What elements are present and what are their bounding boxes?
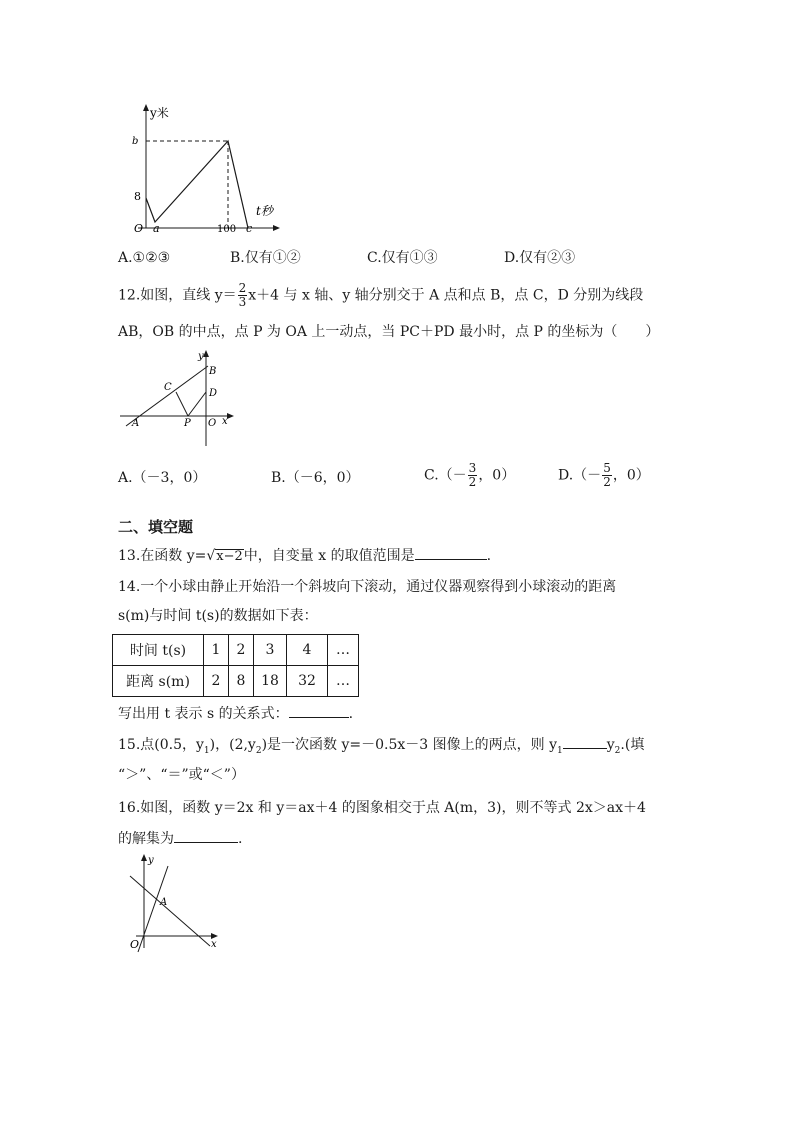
d-label: D [209, 388, 218, 399]
table-header-time: 时间 t(s) [113, 635, 204, 666]
q14-line3 [118, 705, 353, 723]
b-label: b [132, 136, 139, 147]
b-label: B [209, 366, 217, 377]
q12-option-d-frac [602, 462, 612, 489]
q12-line2: AB，OB 的中点，点 P 为 OA 上一动点，当 PC＋PD 最小时，点 P 的坐标为（ ） [118, 324, 660, 340]
q12-option-c-pre: C.（－ [424, 467, 467, 484]
q12-option-c-num: 3 [468, 461, 477, 475]
q15-sub4: 2 [614, 745, 621, 756]
q12-option-d-post: ，0） [612, 467, 650, 484]
q12-option-d-num: 5 [603, 461, 611, 475]
q15-part1: 15.点(0.5，y [118, 737, 204, 753]
q16-line2 [118, 830, 242, 848]
table-cell: 18 [254, 666, 287, 697]
q12-frac-den: 3 [238, 295, 247, 309]
q13-prefix: 13.在函数 y= [118, 548, 207, 564]
x-axis-label: t秒 [256, 204, 273, 218]
table-cell: 3 [254, 635, 287, 666]
distance-time-figure [118, 100, 288, 240]
x-label: x [222, 416, 228, 427]
q15-line1: 15.点(0.5，$y_1$)，$(2,y_2)$是一次函数 y=－0.5x－3 图像上的两点，则 $y_1$ $y_2$.(填 [118, 737, 645, 756]
q12-option-d-pre: D.（－ [558, 467, 602, 484]
q14-line2: s(m)与时间 t(s)的数据如下表： [118, 608, 318, 624]
q12-option-d [558, 462, 650, 489]
a-label: A [132, 418, 140, 429]
q12-option-c [424, 462, 515, 489]
c-label: c [246, 222, 253, 235]
q12-option-d-den: 2 [603, 475, 611, 489]
q16-line1: 16.如图，函数 y＝2x 和 y＝ax＋4 的图象相交于点 A(m，3)，则不等式 2x＞ax＋4 [118, 800, 646, 816]
segment-cp [176, 392, 188, 416]
table-row [113, 635, 359, 666]
q15-line2: “＞”、“＝”或“＜”） [118, 767, 245, 783]
table-cell: 8 [229, 666, 254, 697]
q12-frac-num: 2 [238, 281, 247, 295]
q11-option-b: B.仅有①② [230, 250, 301, 266]
q16-line2-end: . [238, 831, 243, 847]
x-axis-arrow [273, 225, 280, 231]
y-label: y [148, 855, 154, 866]
q13-suffix: 中，自变量 x 的取值范围是 [243, 548, 415, 564]
table-cell: 2 [204, 666, 229, 697]
y-axis-label: y米 [150, 106, 169, 120]
graph-path [146, 141, 248, 228]
y-axis-arrow [203, 350, 209, 357]
q16-answer-blank[interactable] [174, 830, 238, 843]
q14-data-table [112, 634, 359, 697]
o-label: O [130, 938, 140, 951]
q12-option-c-den: 2 [468, 475, 477, 489]
q15-part2: )，(2,y [209, 737, 256, 753]
q13-line: 13.在函数 y=√x−2中，自变量 x 的取值范围是 . [118, 548, 492, 564]
q12-option-b: B.（－6，0） [271, 470, 360, 486]
line-y-2x [138, 866, 168, 952]
q13-answer-blank[interactable] [415, 547, 487, 560]
q13-radicand: x−2 [216, 549, 243, 564]
table-row [113, 666, 359, 697]
x-axis-arrow [227, 413, 234, 419]
a-label: A [160, 897, 168, 908]
q12-figure [118, 348, 238, 448]
q14-answer-blank[interactable] [289, 705, 349, 718]
q12-line1 [118, 282, 643, 309]
line-ab [126, 366, 208, 426]
q15-part3: )是一次函数 y=－0.5x－3 图像上的两点，则 y [261, 737, 558, 753]
section-heading: 二、填空题 [118, 518, 194, 536]
origin-label: O [134, 222, 144, 235]
table-cell: … [328, 635, 359, 666]
y-label: y [198, 351, 204, 362]
q13-end: . [486, 548, 492, 564]
eight-label: 8 [134, 190, 141, 203]
q12-suffix: x＋4 与 x 轴、y 轴分别交于 A 点和点 B，点 C，D 分别为线段 [248, 287, 644, 304]
q15-sub2: 2 [255, 745, 262, 756]
q11-option-c: C.仅有①③ [367, 250, 438, 266]
q16-line2-text: 的解集为 [118, 831, 174, 847]
a-label: a [153, 222, 160, 235]
table-cell: 1 [204, 635, 229, 666]
q12-fraction [238, 282, 248, 309]
table-cell: 4 [287, 635, 328, 666]
o-label: O [208, 418, 217, 429]
segment-pd [188, 392, 206, 416]
q12-option-a: A.（－3，0） [118, 470, 207, 486]
q14-line3-text: 写出用 t 表示 s 的关系式： [118, 706, 289, 722]
table-cell: 32 [287, 666, 328, 697]
q12-option-c-frac [468, 462, 478, 489]
y-axis-arrow [143, 104, 149, 111]
q15-sub3: 1 [557, 745, 563, 756]
c-label: C [164, 382, 172, 393]
q15-answer-blank[interactable] [563, 736, 607, 749]
q15-sub1: 1 [203, 745, 210, 756]
q11-option-d: D.仅有②③ [504, 250, 576, 266]
q15-part4: .(填 [620, 737, 645, 753]
q12-option-c-post: ，0） [478, 467, 516, 484]
q14-line3-end: . [348, 706, 354, 722]
q16-figure [118, 852, 228, 954]
q14-line1: 14.一个小球由静止开始沿一个斜坡向下滚动，通过仪器观察得到小球滚动的距离 [118, 579, 617, 595]
y-axis-arrow [141, 854, 147, 861]
hundred-label: 100 [217, 224, 237, 235]
q11-option-a: A.①②③ [118, 250, 171, 266]
x-label: x [211, 939, 217, 950]
table-header-distance: 距离 s(m) [113, 666, 204, 697]
q12-prefix: 12.如图，直线 y＝ [118, 287, 237, 304]
table-cell: … [328, 666, 359, 697]
table-cell: 2 [229, 635, 254, 666]
p-label: P [184, 418, 191, 429]
